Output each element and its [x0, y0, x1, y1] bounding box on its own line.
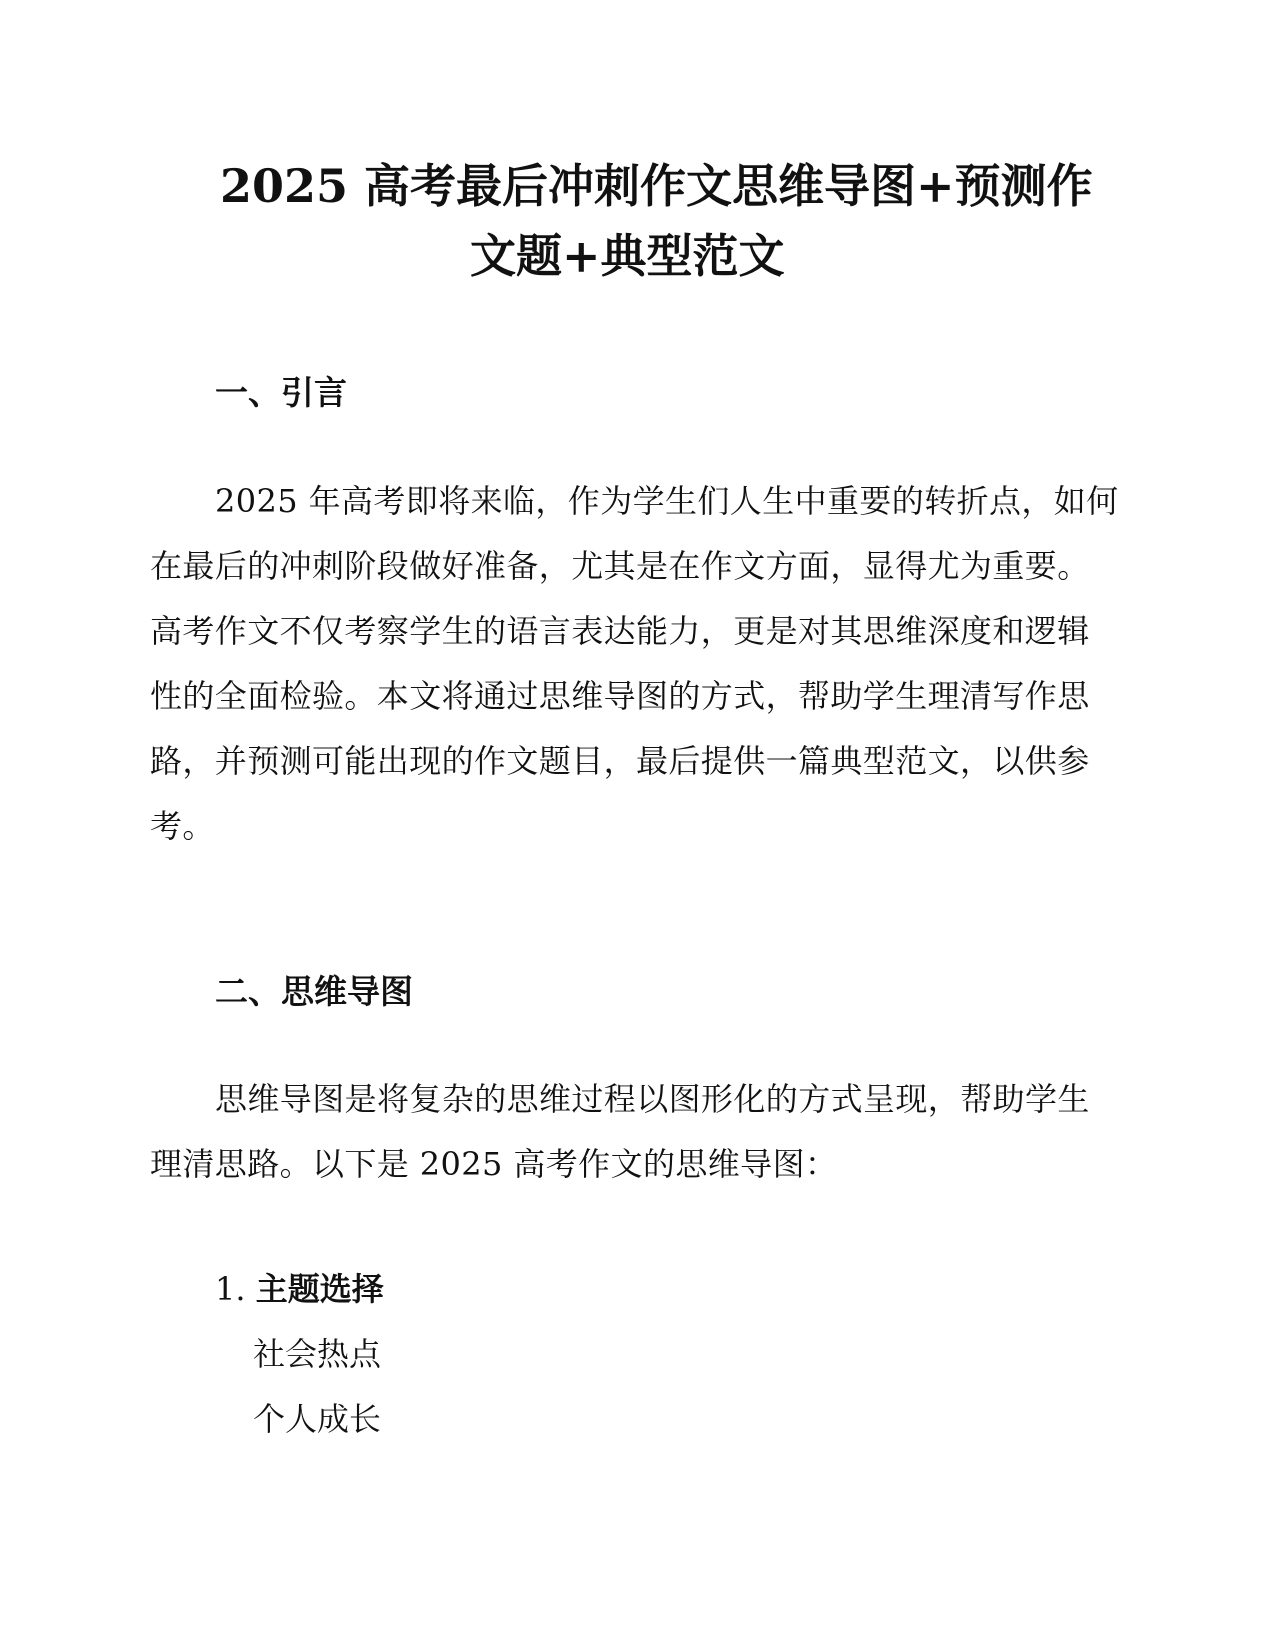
- intro-paragraph-line: 考。: [150, 807, 215, 845]
- section-heading-mind-map: 二、思维导图: [215, 972, 413, 1011]
- section-heading-introduction: 一、引言: [215, 373, 347, 412]
- list-item: 个人成长: [253, 1400, 382, 1438]
- list-number: 1.: [215, 1270, 246, 1308]
- intro-paragraph-line: 性的全面检验。本文将通过思维导图的方式，帮助学生理清写作思: [150, 677, 1090, 715]
- intro-paragraph-line: 2025 年高考即将来临，作为学生们人生中重要的转折点，如何: [215, 482, 1119, 520]
- intro-paragraph-line: 在最后的冲刺阶段做好准备，尤其是在作文方面，显得尤为重要。: [150, 547, 1090, 585]
- mind-map-paragraph-line: 思维导图是将复杂的思维过程以图形化的方式呈现，帮助学生: [215, 1080, 1090, 1118]
- list-heading-topic-selection: [215, 1267, 384, 1311]
- list-item: 社会热点: [253, 1335, 382, 1373]
- document-title-line-2: 文题+典型范文: [470, 229, 785, 283]
- list-label: 主题选择: [255, 1270, 384, 1308]
- mind-map-paragraph-line: 理清思路。以下是 2025 高考作文的思维导图：: [150, 1145, 838, 1183]
- intro-paragraph-line: 高考作文不仅考察学生的语言表达能力，更是对其思维深度和逻辑: [150, 612, 1090, 650]
- intro-paragraph-line: 路，并预测可能出现的作文题目，最后提供一篇典型范文，以供参: [150, 742, 1090, 780]
- document-title-line-1: 2025 高考最后冲刺作文思维导图+预测作: [220, 159, 1093, 213]
